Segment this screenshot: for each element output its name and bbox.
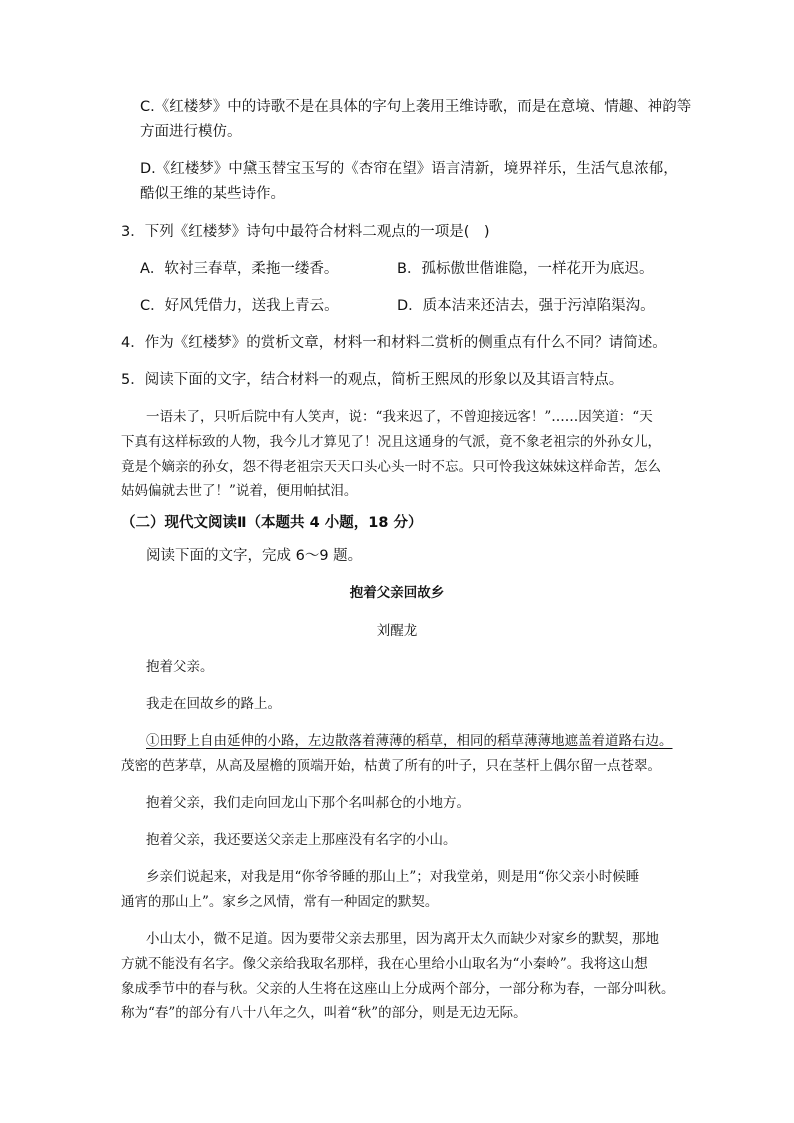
excerpt-line3: 竟是个嫡亲的孙女，怨不得老祖宗天天口头心头一时不忘。只可怜我这妹妹这样命苦，怎么: [121, 459, 661, 475]
paragraph-7-line1: 小山太小，微不足道。因为要带父亲去那里，因为离开太久而缺少对家乡的默契，那地: [146, 931, 659, 947]
paragraph-6-line2: 通宵的那山上”。家乡之风情，常有一种固定的默契。: [121, 894, 439, 910]
paragraph-3-rest: 茂密的芭茅草，从高及屋檐的顶端开始，枯黄了所有的叶子，只在茎杆上偶尔留一点苍翠。: [121, 758, 661, 774]
excerpt-line2: 下真有这样标致的人物，我今儿才算见了！况且这通身的气派，竟不象老祖宗的外孙女儿，: [121, 434, 661, 450]
question-3-option-c: C．好风凭借力，送我上青云。: [140, 298, 339, 314]
option-c-line2: 方面进行模仿。: [140, 124, 242, 140]
article-author: 刘醒龙: [376, 623, 418, 639]
paragraph-1: 抱着父亲。: [146, 659, 214, 675]
paragraph-7-line2: 方就不能没有名字。像父亲给我取名那样，我在心里给小山取名为“小秦岭”。我将这山想: [121, 956, 648, 972]
section-heading: （二）现代文阅读Ⅱ（本题共 4 小题，18 分）: [121, 515, 423, 531]
option-d-line1: D.《红楼梦》中黛玉替宝玉写的《杏帘在望》语言清新，境界祥乐，生活气息浓郁，: [140, 161, 678, 177]
paragraph-4: 抱着父亲，我们走向回龙山下那个名叫郝仓的小地方。: [146, 795, 470, 811]
paragraph-2: 我走在回故乡的路上。: [146, 696, 281, 712]
excerpt-line4: 姑妈偏就去世了！”说着，便用帕拭泪。: [121, 483, 358, 499]
excerpt-line1: 一语未了，只听后院中有人笑声，说：“我来迟了，不曾迎接远客！”……因笑道：“天: [146, 409, 653, 425]
question-3-stem: 3．下列《红楼梦》诗句中最符合材料二观点的一项是( ): [121, 224, 490, 240]
paragraph-7-line4: 称为“春”的部分有八十八年之久，叫着“秋”的部分，则是无边无际。: [121, 1005, 527, 1021]
question-3-option-b: B．孤标傲世偕谁隐，一样花开为底迟。: [397, 261, 654, 277]
option-d-line2: 酷似王维的某些诗作。: [140, 186, 285, 202]
article-title: 抱着父亲回故乡: [349, 585, 445, 601]
paragraph-3-underlined: ①田野上自由延伸的小路，左边散落着薄薄的稻草，相同的稻草薄薄地遮盖着道路右边。: [146, 733, 673, 749]
paragraph-5: 抱着父亲，我还要送父亲走上那座没有名字的小山。: [146, 832, 457, 848]
question-5: 5．阅读下面的文字，结合材料一的观点，简析王熙凤的形象以及其语言特点。: [121, 372, 624, 388]
question-3-option-d: D．质本洁来还洁去，强于污淖陷渠沟。: [397, 298, 655, 314]
paragraph-7-line3: 象成季节中的春与秋。父亲的人生将在这座山上分成两个部分，一部分称为春，一部分叫秋。: [121, 981, 675, 997]
option-c-line1: C.《红楼梦》中的诗歌不是在具体的字句上袭用王维诗歌，而是在意境、情趣、神韵等: [140, 99, 692, 115]
question-3-option-a: A．软衬三春草，柔拖一缕香。: [140, 261, 339, 277]
question-4: 4．作为《红楼梦》的赏析文章，材料一和材料二赏析的侧重点有什么不同？请简述。: [121, 335, 667, 351]
section-instruction: 阅读下面的文字，完成 6～9 题。: [146, 548, 363, 564]
paragraph-6-line1: 乡亲们说起来，对我是用“你爷爷睡的那山上”；对我堂弟，则是用“你父亲小时候睡: [146, 869, 640, 885]
